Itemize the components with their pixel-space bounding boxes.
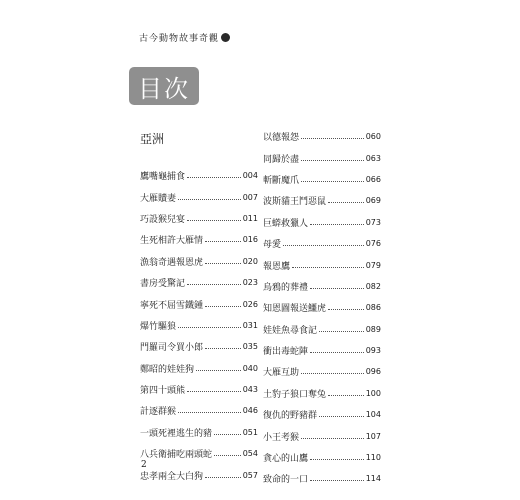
toc-entry-page: 054 — [242, 449, 258, 459]
toc-entry-title: 大雁互助 — [263, 368, 300, 379]
toc-entry[interactable] — [140, 186, 258, 207]
toc-entry-title: 大雁贖妻 — [140, 193, 177, 204]
dot-leader — [292, 267, 364, 268]
toc-entry-title: 母愛 — [263, 240, 282, 251]
toc-entry-page: 104 — [365, 410, 381, 420]
toc-entry[interactable] — [263, 319, 381, 340]
toc-entry[interactable] — [263, 447, 381, 468]
dot-leader — [205, 348, 241, 349]
toc-entry-title: 復仇的野豬群 — [263, 411, 318, 422]
toc-entry-page: 114 — [365, 474, 381, 484]
dot-leader — [187, 391, 241, 392]
dot-leader — [214, 455, 241, 456]
toc-entry-page: 043 — [242, 385, 258, 395]
toc-entry[interactable] — [263, 425, 381, 446]
toc-entry-page: 100 — [365, 388, 381, 398]
toc-entry-title: 忠孝兩全大白狗 — [140, 471, 204, 482]
dot-leader — [301, 373, 364, 374]
toc-entry-page: 016 — [242, 235, 258, 245]
toc-entry-title: 同歸於盡 — [263, 154, 300, 165]
toc-entry-title: 寧死不屈雪鐵鍾 — [140, 300, 204, 311]
toc-entry[interactable] — [263, 383, 381, 404]
toc-entry-title: 書房受驚記 — [140, 279, 186, 290]
toc-entry[interactable] — [263, 233, 381, 254]
toc-entry[interactable] — [140, 358, 258, 379]
page-number: 2 — [141, 460, 147, 470]
toc-entry-title: 巨蟒救獵人 — [263, 218, 309, 229]
toc-entry[interactable] — [263, 468, 381, 489]
book-title: 古今動物故事奇觀 — [139, 34, 220, 44]
dot-leader — [310, 224, 364, 225]
dot-leader — [187, 177, 241, 178]
dot-leader — [301, 181, 364, 182]
dot-leader — [205, 306, 241, 307]
toc-entry[interactable] — [140, 293, 258, 314]
toc-entry[interactable] — [140, 336, 258, 357]
toc-entry[interactable] — [263, 361, 381, 382]
toc-entry-page: 086 — [365, 303, 381, 313]
toc-entry-title: 土豹子狼口奪兔 — [263, 389, 327, 400]
dot-leader — [187, 284, 241, 285]
toc-entry-page: 073 — [365, 217, 381, 227]
dot-leader — [301, 438, 364, 439]
dot-leader — [319, 416, 364, 417]
toc-entry[interactable] — [140, 400, 258, 421]
toc-entry[interactable] — [263, 126, 381, 147]
running-header — [139, 31, 230, 44]
toc-entry-title: 貪心的山鷹 — [263, 454, 309, 465]
toc-entry-page: 082 — [365, 281, 381, 291]
toc-entry[interactable] — [263, 340, 381, 361]
dot-leader — [319, 331, 364, 332]
dot-leader — [196, 370, 241, 371]
toc-entry-page: 051 — [242, 427, 258, 437]
toc-entry-title: 報恩鷹 — [263, 261, 291, 272]
toc-entry[interactable] — [140, 165, 258, 186]
toc-entry-page: 107 — [365, 431, 381, 441]
toc-entry-title: 波斯貓王鬥惡鼠 — [263, 197, 327, 208]
toc-title — [129, 67, 199, 105]
toc-entry[interactable] — [140, 443, 258, 464]
toc-entry-title: 小王考猴 — [263, 432, 300, 443]
toc-entry-title: 以德報怨 — [263, 133, 300, 144]
toc-entry-title: 烏鴉的葬禮 — [263, 282, 309, 293]
toc-entry-title: 門羅司令買小郎 — [140, 343, 204, 354]
dot-leader — [301, 160, 364, 161]
toc-entry-page: 069 — [365, 196, 381, 206]
dot-leader — [205, 263, 241, 264]
toc-entry-page: 089 — [365, 324, 381, 334]
dot-leader — [205, 477, 241, 478]
toc-entry[interactable] — [263, 169, 381, 190]
toc-entry[interactable] — [263, 404, 381, 425]
dot-leader — [283, 245, 364, 246]
toc-entry[interactable] — [263, 212, 381, 233]
toc-entry-title: 娃娃魚尋食記 — [263, 325, 318, 336]
toc-entry-page: 096 — [365, 367, 381, 377]
toc-entry-title: 巧設猴兒宴 — [140, 214, 186, 225]
toc-entry-title: 鄭昭的娃娃狗 — [140, 364, 195, 375]
toc-entry[interactable] — [140, 251, 258, 272]
toc-entry[interactable] — [263, 297, 381, 318]
toc-entry-page: 007 — [242, 192, 258, 202]
toc-entry[interactable] — [263, 254, 381, 275]
dot-leader — [205, 241, 241, 242]
header-mark-icon — [221, 33, 230, 42]
toc-entry-page: 031 — [242, 320, 258, 330]
toc-entry-page: 057 — [242, 470, 258, 480]
toc-entry-page: 110 — [365, 453, 381, 463]
toc-entry-page: 079 — [365, 260, 381, 270]
toc-entry[interactable] — [263, 276, 381, 297]
toc-entry-title: 一頭死裡逃生的豬 — [140, 428, 213, 439]
toc-entry[interactable] — [140, 229, 258, 250]
dot-leader — [328, 309, 364, 310]
toc-entry[interactable] — [140, 272, 258, 293]
toc-entry-page: 020 — [242, 256, 258, 266]
dot-leader — [328, 202, 364, 203]
toc-column-right — [263, 126, 381, 490]
toc-entry-page: 023 — [242, 278, 258, 288]
dot-leader — [328, 395, 364, 396]
toc-entry[interactable] — [263, 190, 381, 211]
toc-entry-title: 漁翁奇遇報恩虎 — [140, 257, 204, 268]
toc-entry-title: 八兵衛捕吃兩頭蛇 — [140, 450, 213, 461]
toc-entry-page: 004 — [242, 171, 258, 181]
toc-entry-title: 衝出毒蛇陣 — [263, 347, 309, 358]
toc-column-left — [140, 165, 258, 486]
toc-entry[interactable] — [263, 147, 381, 168]
toc-entry[interactable] — [140, 379, 258, 400]
toc-entry-page: 076 — [365, 239, 381, 249]
toc-entry-title: 鷹嘴龜捕食 — [140, 172, 186, 183]
toc-entry[interactable] — [140, 315, 258, 336]
toc-entry-page: 035 — [242, 342, 258, 352]
toc-entry-title: 斬斷魔爪 — [263, 175, 300, 186]
toc-entry-page: 066 — [365, 174, 381, 184]
toc-entry-title: 第四十頭熊 — [140, 386, 186, 397]
dot-leader — [310, 459, 364, 460]
toc-entry-title: 爆竹驅狼 — [140, 321, 177, 332]
toc-entry-page: 063 — [365, 153, 381, 163]
toc-entry-page: 046 — [242, 406, 258, 416]
toc-entry[interactable] — [140, 464, 258, 485]
dot-leader — [214, 434, 241, 435]
dot-leader — [178, 412, 241, 413]
dot-leader — [310, 288, 364, 289]
section-heading: 亞洲 — [140, 132, 165, 146]
toc-entry-title: 致命的一口 — [263, 475, 309, 486]
toc-entry-page: 060 — [365, 132, 381, 142]
toc-entry-page: 040 — [242, 363, 258, 373]
dot-leader — [187, 220, 241, 221]
dot-leader — [178, 199, 241, 200]
toc-entry-title: 生死相許大雁情 — [140, 236, 204, 247]
toc-entry[interactable] — [140, 422, 258, 443]
toc-entry-title: 知恩圖報送鱷虎 — [263, 304, 327, 315]
toc-title-text: 目次 — [138, 74, 190, 103]
dot-leader — [178, 327, 241, 328]
toc-entry-page: 093 — [365, 346, 381, 356]
toc-entry-page: 026 — [242, 299, 258, 309]
dot-leader — [310, 352, 364, 353]
toc-entry-title: 計逐群猴 — [140, 407, 177, 418]
dot-leader — [310, 480, 364, 481]
dot-leader — [301, 138, 364, 139]
toc-entry[interactable] — [140, 208, 258, 229]
toc-entry-page: 011 — [242, 213, 258, 223]
